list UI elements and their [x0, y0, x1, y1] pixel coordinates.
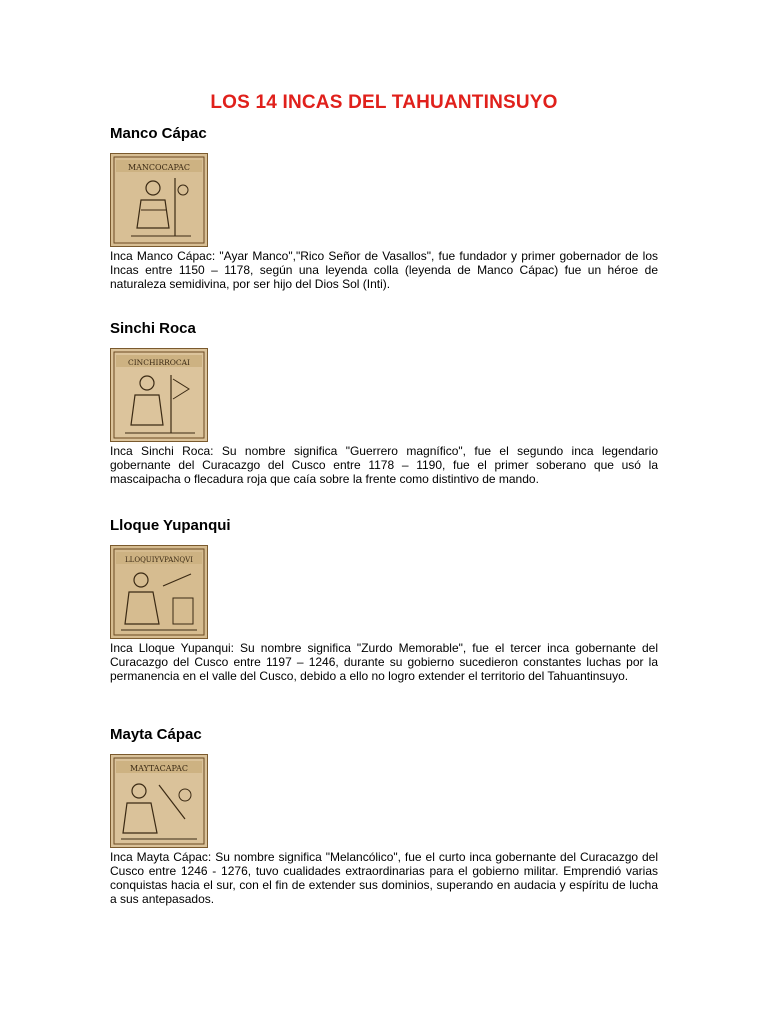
inca-section-manco-capac [110, 125, 658, 291]
inca-name-heading: Sinchi Roca [110, 320, 196, 337]
portrait-caption: MAYTACAPAC [129, 764, 189, 773]
inca-portrait-image [110, 754, 208, 848]
inca-section-sinchi-roca [110, 320, 658, 486]
inca-description: Inca Mayta Cápac: Su nombre significa "Melancólico", fue el curto inca gobernante del Curacazgo del Cusco entre 1246 - 1276, tuvo cualidades extraordinarias para el gobierno militar. Emprendió varias conquistas hacia el sur, con el fin de extender sus dominios, superando en audacia y espíritu de lucha a sus antepasados. [110, 850, 658, 906]
inca-section-mayta-capac [110, 726, 658, 906]
page-title: LOS 14 INCAS DEL TAHUANTINSUYO [210, 92, 558, 113]
portrait-caption: CINCHIRROCAI [127, 358, 191, 367]
portrait-caption: MANCOCAPAC [127, 163, 191, 172]
inca-name-heading: Manco Cápac [110, 125, 207, 142]
inca-name-heading: Lloque Yupanqui [110, 517, 231, 534]
inca-portrait-image [110, 348, 208, 442]
inca-section-lloque-yupanqui [110, 517, 658, 683]
portrait-caption: LLOQUIYVPANQVI [125, 556, 193, 564]
inca-description: Inca Manco Cápac: "Ayar Manco","Rico Señor de Vasallos", fue fundador y primer gobernador de los Incas entre 1150 – 1178, según una leyenda colla (leyenda de Manco Cápac) fue un héroe de naturaleza semidivina, por ser hijo del Dios Sol (Inti). [110, 249, 658, 291]
inca-portrait-image [110, 545, 208, 639]
inca-name-heading: Mayta Cápac [110, 726, 202, 743]
inca-portrait-image [110, 153, 208, 247]
inca-description: Inca Sinchi Roca: Su nombre significa "Guerrero magnífico", fue el segundo inca legendario gobernante del Curacazgo del Cusco entre 1178 – 1190, fue el primer soberano que usó la mascaipacha o flecadura roja que caía sobre la frente como distintivo de mando. [110, 444, 658, 486]
inca-description: Inca Lloque Yupanqui: Su nombre significa "Zurdo Memorable", fue el tercer inca gobernante del Curacazgo del Cusco entre 1197 – 1246, durante su gobierno sucedieron constantes luchas por la permanencia en el valle del Cusco, debido a ello no logro extender el territorio del Tahuantinsuyo. [110, 641, 658, 683]
